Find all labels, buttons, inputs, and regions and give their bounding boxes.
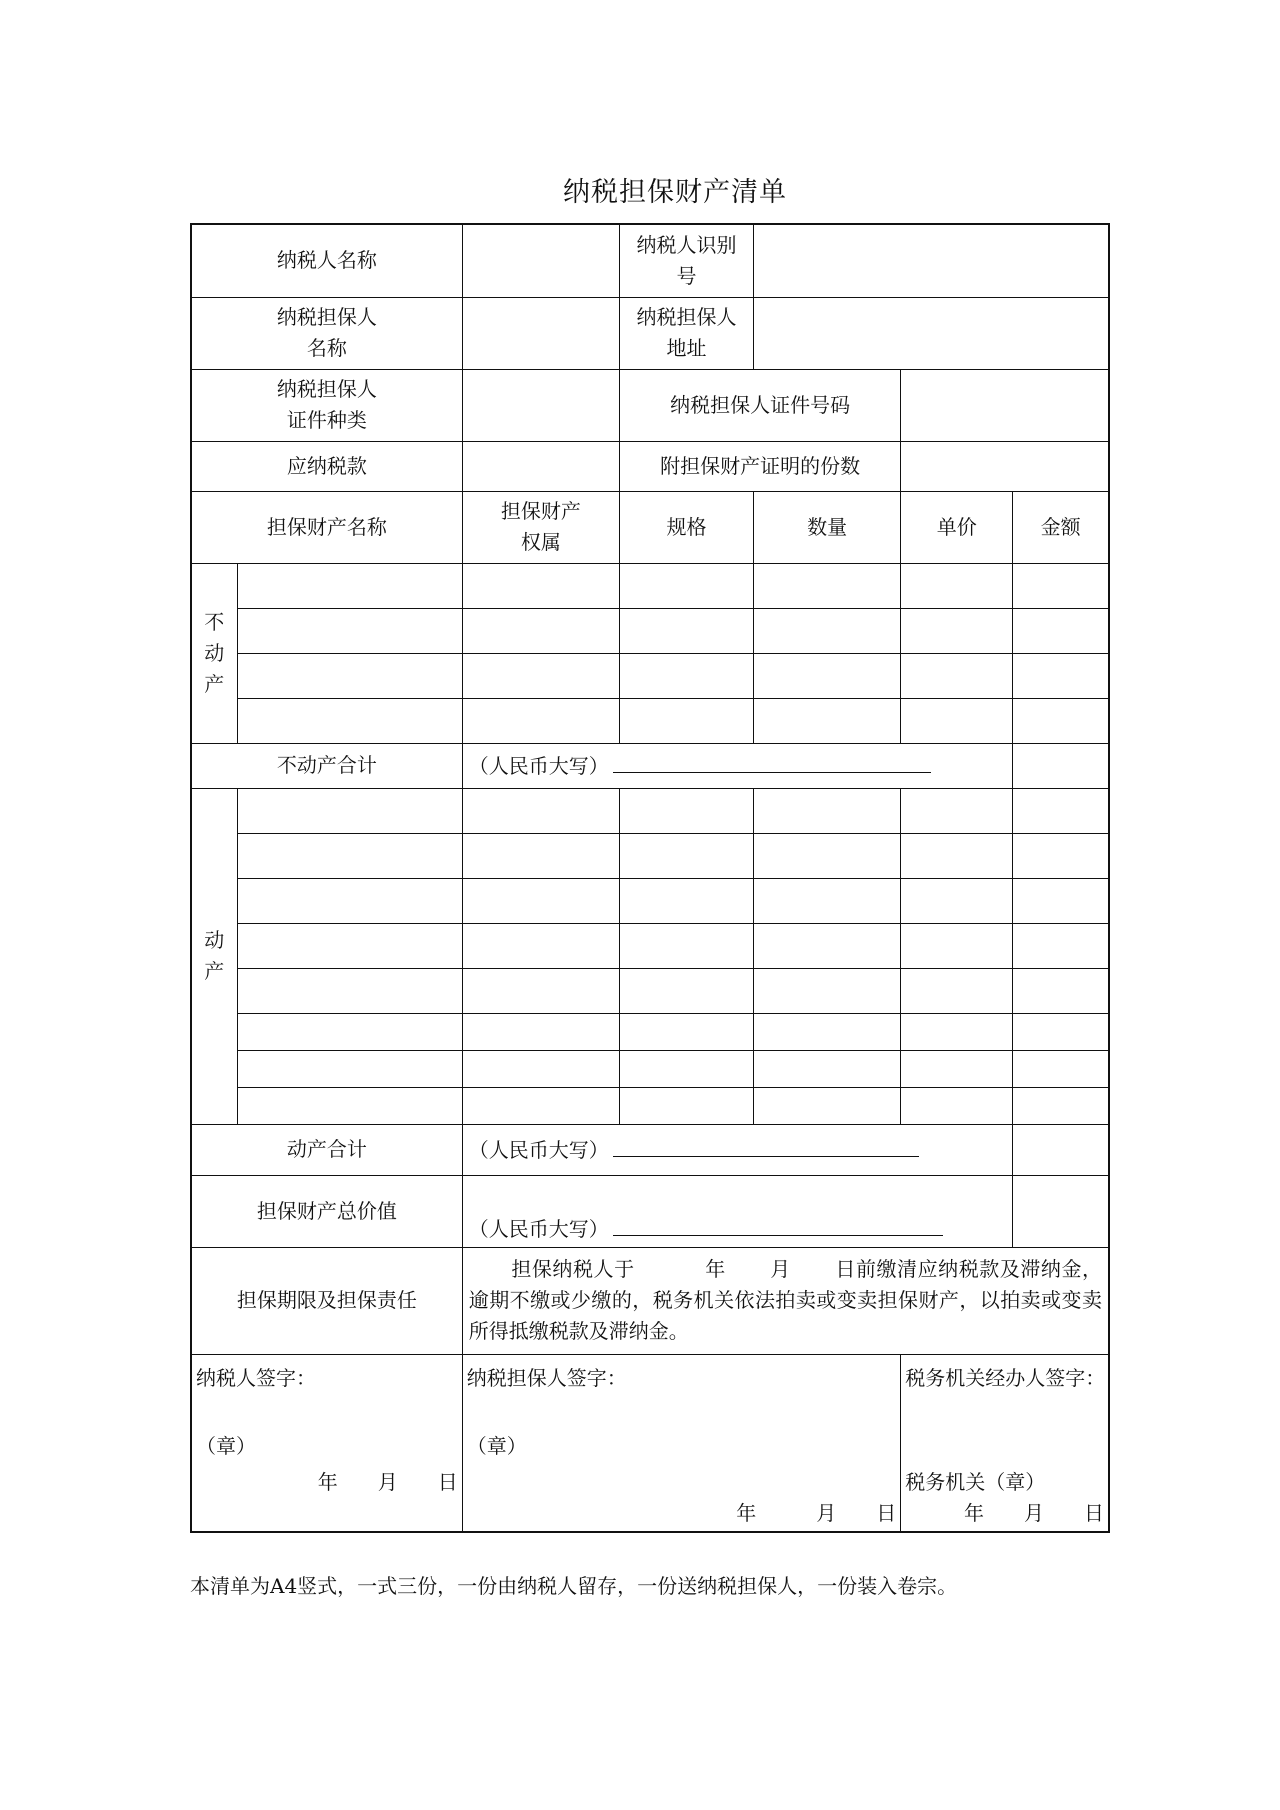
taxpayer-seal: （章） <box>196 1433 256 1458</box>
table-cell[interactable] <box>1013 1124 1109 1175</box>
table-cell[interactable] <box>1013 1087 1109 1124</box>
table-cell[interactable] <box>754 878 901 923</box>
table-cell[interactable] <box>901 1050 1013 1087</box>
table-cell[interactable] <box>754 1087 901 1124</box>
tax-office-seal: 税务机关（章） <box>905 1469 1046 1494</box>
cert-no-field[interactable] <box>901 369 1109 441</box>
table-cell[interactable] <box>237 1013 462 1050</box>
real-estate-subtotal-amount[interactable]: （人民币大写） <box>462 743 1013 788</box>
movable-section-label: 动产 <box>191 788 237 1124</box>
signature-row <box>191 1354 1109 1532</box>
tax-office-signature-box[interactable] <box>901 1354 1109 1532</box>
table-cell[interactable] <box>1013 563 1109 608</box>
taxpayer-id-label: 纳税人识别号 <box>619 224 753 297</box>
table-cell[interactable] <box>1013 743 1109 788</box>
table-cell[interactable] <box>754 968 901 1013</box>
table-row <box>191 563 1109 608</box>
tax-payable-field[interactable] <box>462 441 619 491</box>
table-cell[interactable] <box>1013 1050 1109 1087</box>
guarantor-seal: （章） <box>466 1433 527 1458</box>
table-cell[interactable] <box>901 1013 1013 1050</box>
table-cell[interactable] <box>619 968 753 1013</box>
table-cell[interactable] <box>754 563 901 608</box>
table-cell[interactable] <box>1013 788 1109 833</box>
column-header-row <box>191 491 1109 563</box>
total-value-row <box>191 1175 1109 1247</box>
table-cell[interactable] <box>901 878 1013 923</box>
guarantor-signature-label: 纳税担保人签字： <box>466 1365 627 1390</box>
table-cell[interactable] <box>462 1050 619 1087</box>
table-cell[interactable] <box>754 698 901 743</box>
term-text: 担保纳税人于 年 月 日前缴清应纳税款及滞纳金，逾期不缴或少缴的，税务机关依法拍卖或变卖担保财产，以拍卖或变卖所得抵缴税款及滞纳金。 <box>462 1247 1109 1354</box>
table-cell[interactable] <box>462 968 619 1013</box>
table-cell[interactable] <box>237 878 462 923</box>
table-row <box>191 1013 1109 1050</box>
table-cell[interactable] <box>237 698 462 743</box>
guarantor-name-field[interactable] <box>462 297 619 369</box>
guarantor-name-label: 纳税担保人名称 <box>191 297 462 369</box>
table-cell[interactable] <box>619 923 753 968</box>
cert-type-label: 纳税担保人证件种类 <box>191 369 462 441</box>
table-cell[interactable] <box>462 833 619 878</box>
table-cell[interactable] <box>619 698 753 743</box>
table-cell[interactable] <box>237 833 462 878</box>
movable-subtotal-amount[interactable]: （人民币大写） <box>462 1124 1013 1175</box>
table-cell[interactable] <box>462 563 619 608</box>
table-cell[interactable] <box>462 878 619 923</box>
table-cell[interactable] <box>901 1087 1013 1124</box>
guarantor-signature-box[interactable] <box>462 1354 900 1532</box>
table-cell[interactable] <box>619 833 753 878</box>
table-cell[interactable] <box>237 608 462 653</box>
table-cell[interactable] <box>619 1087 753 1124</box>
table-cell[interactable] <box>237 968 462 1013</box>
movable-subtotal-label: 动产合计 <box>191 1124 462 1175</box>
col-unit-price: 单价 <box>901 491 1013 563</box>
form-table <box>190 223 1110 1533</box>
table-cell[interactable] <box>901 563 1013 608</box>
taxpayer-date: 年 月 日 <box>317 1469 458 1494</box>
table-cell[interactable] <box>754 1050 901 1087</box>
table-cell[interactable] <box>237 1087 462 1124</box>
table-cell[interactable] <box>754 1013 901 1050</box>
real-estate-subtotal-label: 不动产合计 <box>191 743 462 788</box>
table-cell[interactable] <box>1013 878 1109 923</box>
table-cell[interactable] <box>462 698 619 743</box>
table-cell[interactable] <box>462 923 619 968</box>
table-cell[interactable] <box>901 698 1013 743</box>
table-cell[interactable] <box>901 923 1013 968</box>
table-cell[interactable] <box>462 1087 619 1124</box>
real-estate-section-label: 不动产 <box>191 563 237 743</box>
table-cell[interactable] <box>619 653 753 698</box>
table-cell[interactable] <box>619 878 753 923</box>
taxpayer-name-field[interactable] <box>462 224 619 297</box>
movable-subtotal-row <box>191 1124 1109 1175</box>
tax-office-date: 年 月 日 <box>964 1501 1104 1525</box>
cert-row <box>191 369 1109 441</box>
proof-copies-field[interactable] <box>901 441 1109 491</box>
table-cell[interactable] <box>619 563 753 608</box>
guarantor-address-label: 纳税担保人地址 <box>619 297 753 369</box>
table-cell[interactable] <box>462 788 619 833</box>
table-row <box>191 788 1109 833</box>
total-value-amount[interactable]: （人民币大写） <box>462 1175 1013 1247</box>
table-cell[interactable] <box>619 1050 753 1087</box>
table-cell[interactable] <box>754 788 901 833</box>
tax-row <box>191 441 1109 491</box>
table-row <box>191 1087 1109 1124</box>
tax-office-signature-label: 税务机关经办人签字： <box>905 1365 1106 1390</box>
property-list-form <box>190 223 1110 1525</box>
col-spec: 规格 <box>619 491 753 563</box>
table-cell[interactable] <box>1013 1013 1109 1050</box>
proof-copies-label: 附担保财产证明的份数 <box>619 441 900 491</box>
col-quantity: 数量 <box>754 491 901 563</box>
guarantor-row <box>191 297 1109 369</box>
term-label: 担保期限及担保责任 <box>191 1247 462 1354</box>
col-property-name: 担保财产名称 <box>191 491 462 563</box>
table-row <box>191 968 1109 1013</box>
table-cell[interactable] <box>462 1013 619 1050</box>
table-cell[interactable] <box>1013 833 1109 878</box>
table-cell[interactable] <box>1013 698 1109 743</box>
table-row <box>191 878 1109 923</box>
table-row <box>191 653 1109 698</box>
footnote: 本清单为A4竖式，一式三份，一份由纳税人留存，一份送纳税担保人，一份装入卷宗。 <box>190 1574 958 1598</box>
table-cell[interactable] <box>237 563 462 608</box>
table-row <box>191 833 1109 878</box>
table-cell[interactable] <box>462 653 619 698</box>
table-cell[interactable] <box>754 923 901 968</box>
table-cell[interactable] <box>1013 608 1109 653</box>
table-cell[interactable] <box>619 608 753 653</box>
taxpayer-name-label: 纳税人名称 <box>191 224 462 297</box>
table-cell[interactable] <box>462 608 619 653</box>
taxpayer-signature-box[interactable] <box>191 1354 462 1532</box>
table-cell[interactable] <box>1013 923 1109 968</box>
col-ownership: 担保财产权属 <box>462 491 619 563</box>
table-row <box>191 923 1109 968</box>
table-cell[interactable] <box>237 788 462 833</box>
total-value-label: 担保财产总价值 <box>191 1175 462 1247</box>
table-cell[interactable] <box>901 968 1013 1013</box>
table-row <box>191 698 1109 743</box>
table-cell[interactable] <box>1013 653 1109 698</box>
table-cell[interactable] <box>619 788 753 833</box>
table-cell[interactable] <box>1013 1175 1109 1247</box>
cert-no-label: 纳税担保人证件号码 <box>619 369 900 441</box>
table-cell[interactable] <box>754 608 901 653</box>
table-cell[interactable] <box>237 653 462 698</box>
taxpayer-id-field[interactable] <box>754 224 1109 297</box>
table-cell[interactable] <box>901 608 1013 653</box>
table-cell[interactable] <box>754 833 901 878</box>
taxpayer-row <box>191 224 1109 297</box>
table-cell[interactable] <box>901 833 1013 878</box>
table-cell[interactable] <box>1013 968 1109 1013</box>
tax-payable-label: 应纳税款 <box>191 441 462 491</box>
table-row <box>191 1050 1109 1087</box>
term-row <box>191 1247 1109 1354</box>
real-estate-subtotal-row <box>191 743 1109 788</box>
col-amount: 金额 <box>1013 491 1109 563</box>
table-row <box>191 608 1109 653</box>
table-cell[interactable] <box>754 653 901 698</box>
taxpayer-signature-label: 纳税人签字： <box>196 1365 316 1390</box>
table-cell[interactable] <box>619 1013 753 1050</box>
document-title: 纳税担保财产清单 <box>563 177 787 208</box>
guarantor-date: 年 月 日 <box>736 1501 897 1525</box>
table-cell[interactable] <box>237 923 462 968</box>
table-cell[interactable] <box>901 788 1013 833</box>
cert-type-field[interactable] <box>462 369 619 441</box>
table-cell[interactable] <box>901 653 1013 698</box>
guarantor-address-field[interactable] <box>754 297 1109 369</box>
table-cell[interactable] <box>237 1050 462 1087</box>
